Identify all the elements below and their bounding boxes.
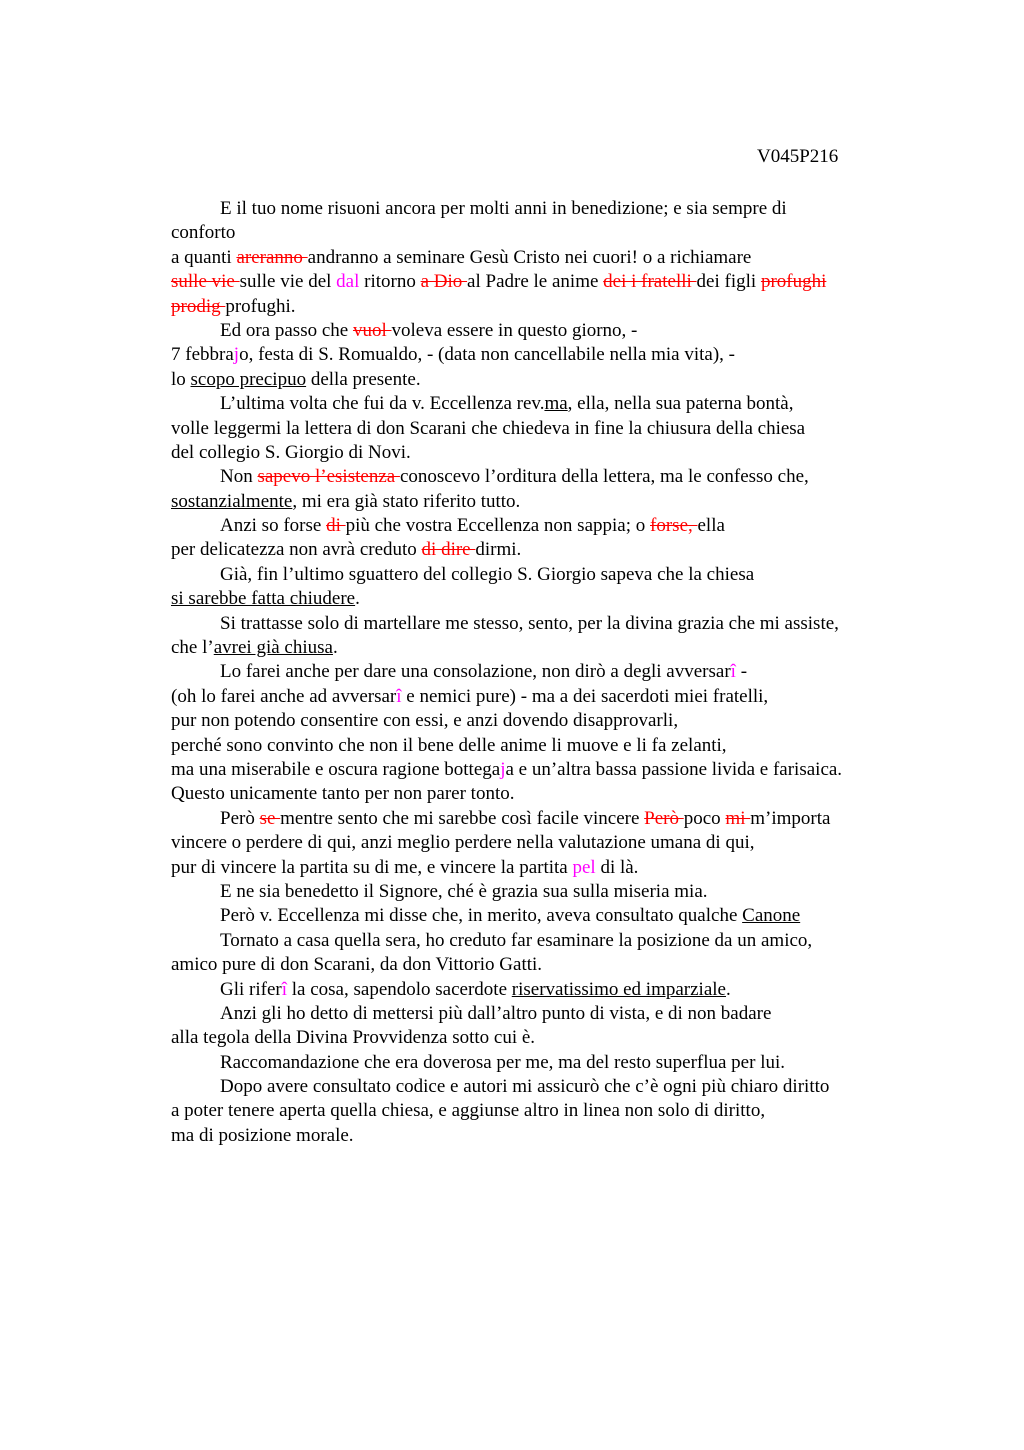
inserted-text: j: [500, 758, 506, 780]
text-line: [171, 978, 931, 1002]
inserted-text: j: [233, 344, 240, 366]
underlined-text: avrei già chiusa: [213, 637, 333, 659]
text-segment: E il tuo nome risuoni ancora per molti anni in benedizione; e sia sempre di: [220, 198, 787, 219]
text-line: [171, 1051, 931, 1075]
text-segment: profughi.: [225, 295, 296, 317]
text-segment: , ella, nella sua paterna bontà,: [567, 393, 794, 415]
inserted-text: pel: [572, 856, 596, 878]
text-segment: per delicatezza non avrà creduto: [171, 539, 422, 561]
text-line: [171, 807, 931, 831]
page-code: V045P216: [757, 146, 839, 167]
text-line: [171, 734, 931, 758]
deleted-text: prodig: [171, 295, 226, 317]
text-segment: sulle vie del: [239, 271, 337, 293]
deleted-text: areranno: [236, 246, 308, 268]
text-line: [171, 636, 931, 660]
text-segment: più che vostra Eccellenza non sappia; o: [345, 515, 651, 537]
text-segment: L’ultima volta che fui da v. Eccellenza rev.: [220, 393, 545, 415]
text-line: [171, 660, 931, 684]
text-segment: Dopo avere consultato codice e autori mi assicurò che c’è ogni più chiaro diritto: [220, 1076, 830, 1098]
text-line: [171, 246, 931, 270]
text-segment: Questo unicamente tanto per non parer tonto.: [171, 783, 515, 805]
text-segment: dirmi.: [475, 539, 522, 561]
deleted-text: di dire: [421, 539, 476, 561]
text-segment: ella: [697, 515, 725, 537]
text-line: [171, 904, 931, 928]
text-segment: Anzi so forse: [220, 515, 327, 537]
inserted-text: dal: [336, 271, 360, 293]
text-segment: Tornato a casa quella sera, ho creduto far esaminare la posizione da un amico,: [220, 929, 813, 951]
text-line: [171, 1124, 931, 1148]
text-segment: pur di vincere la partita su di me, e vincere la partita: [171, 856, 573, 878]
deleted-text: mi: [725, 807, 751, 829]
text-segment: Raccomandazione che era doverosa per me, ma del resto superflua per lui.: [220, 1051, 785, 1073]
inserted-text: î: [281, 978, 288, 1000]
text-segment: dei figli: [696, 271, 761, 293]
text-segment: vincere o perdere di qui, anzi meglio perdere nella valutazione umana di qui,: [171, 832, 755, 854]
text-line: [171, 1099, 931, 1123]
text-line: [171, 368, 931, 392]
underlined-text: si sarebbe fatta chiudere: [171, 588, 356, 610]
text-segment: , mi era già stato riferito tutto.: [292, 490, 521, 512]
underlined-text: riservatissimo ed imparziale: [511, 978, 726, 1000]
text-segment: .: [332, 637, 338, 659]
text-line: [171, 1075, 931, 1099]
text-line: [171, 1026, 931, 1050]
text-segment: Anzi gli ho detto di mettersi più dall’altro punto di vista, e di non badare: [220, 1002, 772, 1024]
text-line: [171, 221, 931, 245]
text-line: [171, 929, 931, 953]
text-segment: del collegio S. Giorgio di Novi.: [171, 441, 411, 463]
text-line: [171, 587, 931, 611]
text-segment: di là.: [595, 856, 639, 878]
text-segment: alla tegola della Divina Provvidenza sotto cui è.: [171, 1027, 536, 1049]
text-segment: (oh lo farei anche ad avversar: [171, 685, 397, 707]
text-segment: ma una miserabile e oscura ragione bottega: [171, 758, 501, 780]
text-segment: m’importa: [750, 807, 831, 829]
text-segment: ritorno: [359, 271, 421, 293]
text-segment: E ne sia benedetto il Signore, ché è grazia sua sulla miseria mia.: [220, 880, 708, 902]
text-segment: a e un’altra bassa passione livida e farisaica.: [505, 758, 843, 780]
text-segment: amico pure di don Scarani, da don Vittorio Gatti.: [171, 954, 543, 976]
underlined-text: ma: [544, 393, 568, 415]
text-segment: al Padre le anime: [467, 271, 604, 293]
text-line: [171, 685, 931, 709]
text-segment: la cosa, sapendolo sacerdote: [287, 978, 512, 1000]
text-segment: mentre sento che mi sarebbe così facile vincere: [280, 807, 645, 829]
text-segment: 7 febbra: [171, 344, 234, 366]
text-line: [171, 465, 931, 489]
underlined-text: sostanzialmente: [171, 490, 293, 512]
text-segment: perché sono convinto che non il bene delle anime li muove e li fa zelanti,: [171, 734, 727, 756]
text-segment: e nemici pure) - ma a dei sacerdoti miei fratelli,: [401, 685, 769, 707]
text-line: [171, 782, 931, 806]
text-segment: Ed ora passo che: [220, 319, 353, 341]
inserted-text: î: [730, 661, 736, 683]
text-line: [171, 880, 931, 904]
text-segment: conoscevo l’orditura della lettera, ma le confesso che,: [399, 466, 809, 488]
deleted-text: forse,: [650, 515, 698, 537]
deleted-text: Però: [644, 807, 684, 829]
deleted-text: profughi: [760, 271, 827, 293]
text-segment: o, festa di S. Romualdo, - (data non cancellabile nella mia vita), -: [239, 344, 736, 366]
text-segment: Lo farei anche per dare una consolazione, non dirò a degli avversar: [220, 661, 731, 683]
text-line: [171, 441, 931, 465]
text-segment: Non: [220, 466, 258, 488]
text-segment: .: [725, 978, 731, 1000]
text-segment: lo: [171, 368, 191, 390]
text-line: [171, 538, 931, 562]
inserted-text: î: [396, 685, 402, 707]
text-line: [171, 343, 931, 367]
text-segment: Già, fin l’ultimo sguattero del collegio S. Giorgio sapeva che la chiesa: [220, 563, 755, 585]
text-segment: -: [735, 661, 748, 683]
deleted-text: se: [259, 807, 281, 829]
deleted-text: a Dio: [420, 271, 468, 293]
text-segment: che l’: [171, 637, 214, 659]
text-line: [171, 197, 931, 221]
text-line: [171, 319, 931, 343]
deleted-text: sulle vie: [171, 271, 240, 293]
text-segment: volle leggermi la lettera di don Scarani che chiedeva in fine la chiusura della chiesa: [171, 417, 806, 439]
underlined-text: Canone: [742, 905, 801, 927]
text-line: [171, 295, 931, 319]
text-segment: conforto: [171, 222, 236, 244]
text-segment: Gli rifer: [220, 978, 282, 1000]
text-line: [171, 831, 931, 855]
text-line: [171, 392, 931, 416]
text-segment: a poter tenere aperta quella chiesa, e aggiunse altro in linea non solo di diritto,: [171, 1100, 766, 1122]
text-segment: Però v. Eccellenza mi disse che, in merito, aveva consultato qualche: [220, 905, 743, 927]
deleted-text: di: [326, 515, 346, 537]
text-segment: a quanti: [171, 246, 237, 268]
underlined-text: scopo precipuo: [190, 368, 307, 390]
text-segment: ma di posizione morale.: [171, 1124, 354, 1146]
text-line: [171, 563, 931, 587]
text-segment: andranno a seminare Gesù Cristo nei cuori! o a richiamare: [307, 246, 752, 268]
text-line: [171, 514, 931, 538]
text-segment: pur non potendo consentire con essi, e anzi dovendo disapprovarli,: [171, 710, 679, 732]
text-segment: voleva essere in questo giorno, -: [391, 319, 638, 341]
text-segment: Si trattasse solo di martellare me stesso, sento, per la divina grazia che mi assiste,: [220, 612, 839, 634]
text-line: [171, 490, 931, 514]
text-line: [171, 856, 931, 880]
text-line: [171, 612, 931, 636]
document-body: [171, 197, 931, 1148]
deleted-text: sapevo l’esistenza: [257, 466, 400, 488]
text-line: [171, 953, 931, 977]
text-line: [171, 1002, 931, 1026]
text-line: [171, 709, 931, 733]
text-line: [171, 417, 931, 441]
text-line: [171, 270, 931, 294]
text-segment: Però: [220, 807, 260, 829]
text-segment: della presente.: [306, 368, 421, 390]
text-segment: poco: [683, 807, 726, 829]
deleted-text: dei i fratelli: [603, 271, 697, 293]
text-line: [171, 758, 931, 782]
text-segment: .: [355, 588, 360, 610]
deleted-text: vuol: [352, 319, 392, 341]
